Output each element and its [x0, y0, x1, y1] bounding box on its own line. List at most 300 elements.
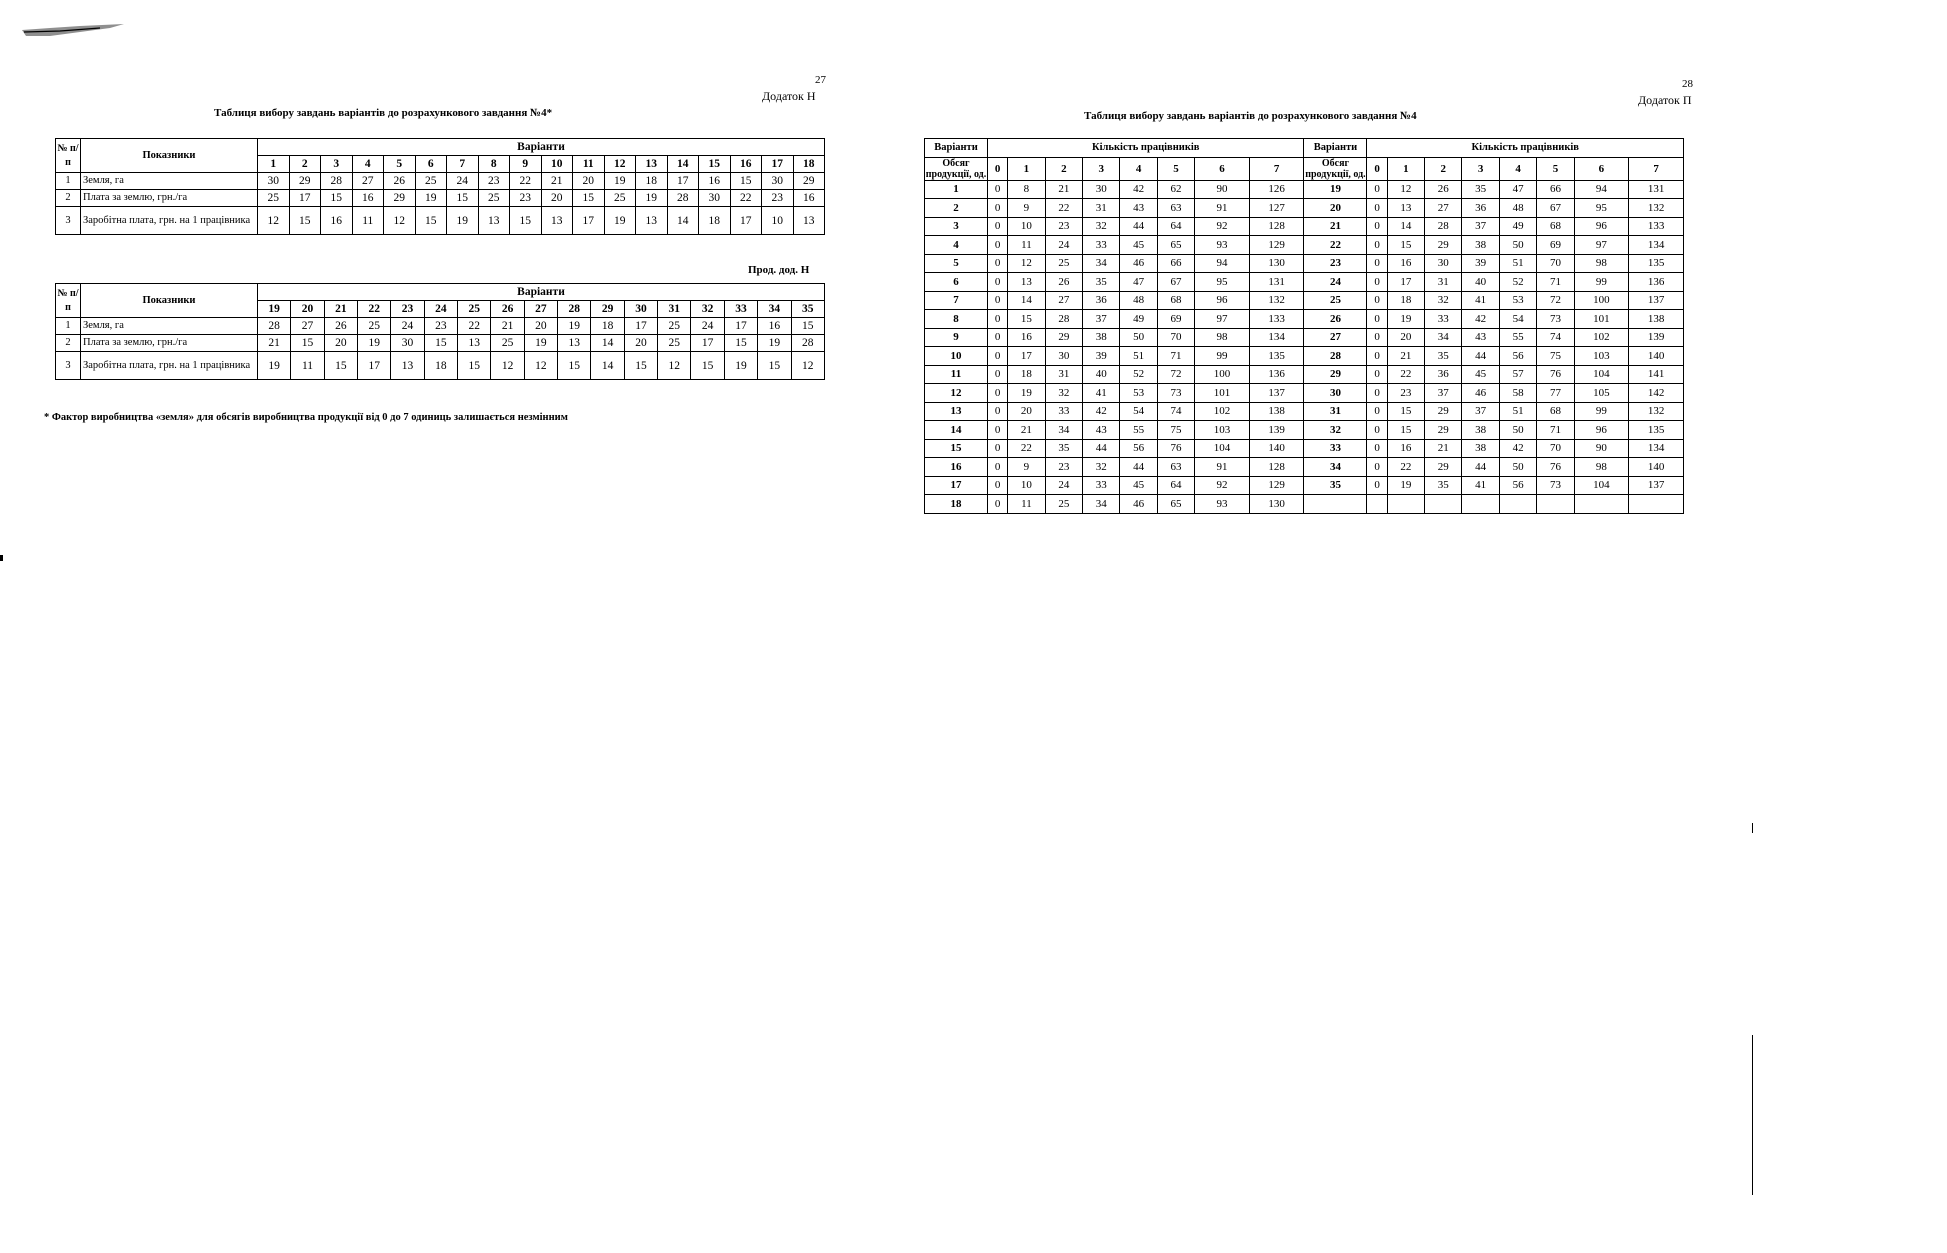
value-cell: 41 [1462, 476, 1499, 495]
value-cell: 14 [591, 335, 624, 352]
workers-count: 6 [1574, 157, 1629, 180]
variant-number: 27 [1304, 328, 1367, 347]
table-row [56, 207, 825, 235]
value-cell: 72 [1157, 365, 1194, 384]
value-cell: 64 [1157, 476, 1194, 495]
value-cell: 65 [1157, 236, 1194, 255]
value-cell: 28 [667, 190, 699, 207]
variant-number: 9 [510, 156, 542, 173]
margin-mark [1752, 823, 1753, 833]
value-cell: 138 [1249, 402, 1304, 421]
value-cell: 0 [1367, 476, 1387, 495]
variant-number: 4 [925, 236, 988, 255]
value-cell: 54 [1120, 402, 1157, 421]
value-cell: 101 [1195, 384, 1250, 403]
value-cell: 0 [1367, 402, 1387, 421]
value-cell: 25 [415, 173, 447, 190]
value-cell: 133 [1629, 217, 1684, 236]
variant-number: 2 [289, 156, 321, 173]
variant-number: 25 [458, 301, 491, 318]
row-label: Земля, га [81, 318, 258, 335]
value-cell: 99 [1574, 402, 1629, 421]
addendum-label: Додаток П [1638, 93, 1692, 107]
variant-number: 21 [324, 301, 357, 318]
value-cell: 98 [1574, 254, 1629, 273]
value-cell: 97 [1195, 310, 1250, 329]
value-cell: 0 [1367, 458, 1387, 477]
value-cell: 24 [391, 318, 424, 335]
header-indicators: Показники [81, 284, 258, 318]
value-cell: 46 [1120, 495, 1157, 514]
value-cell: 0 [988, 347, 1008, 366]
page-number: 28 [1682, 78, 1693, 90]
value-cell: 34 [1083, 495, 1120, 514]
value-cell: 11 [291, 352, 324, 380]
value-cell: 13 [391, 352, 424, 380]
table-row [925, 495, 1684, 514]
value-cell: 17 [667, 173, 699, 190]
value-cell: 68 [1537, 402, 1574, 421]
value-cell: 17 [1387, 273, 1424, 292]
value-cell: 132 [1249, 291, 1304, 310]
value-cell: 39 [1083, 347, 1120, 366]
value-cell: 56 [1499, 476, 1536, 495]
value-cell: 52 [1499, 273, 1536, 292]
value-cell: 0 [1367, 236, 1387, 255]
value-cell: 137 [1629, 291, 1684, 310]
table-row [56, 190, 825, 207]
value-cell: 19 [604, 173, 636, 190]
value-cell: 92 [1195, 217, 1250, 236]
variant-number: 24 [424, 301, 457, 318]
value-cell: 16 [1008, 328, 1045, 347]
value-cell: 29 [1425, 236, 1462, 255]
value-cell: 142 [1629, 384, 1684, 403]
table-row [925, 347, 1684, 366]
value-cell: 94 [1195, 254, 1250, 273]
value-cell: 37 [1083, 310, 1120, 329]
value-cell: 102 [1195, 402, 1250, 421]
value-cell: 71 [1537, 273, 1574, 292]
table-row [925, 180, 1684, 199]
value-cell: 32 [1425, 291, 1462, 310]
value-cell: 10 [1008, 476, 1045, 495]
workers-count: 0 [988, 157, 1008, 180]
table-row [925, 199, 1684, 218]
value-cell: 42 [1462, 310, 1499, 329]
value-cell: 18 [636, 173, 668, 190]
value-cell: 74 [1157, 402, 1194, 421]
value-cell: 19 [524, 335, 557, 352]
variant-number: 22 [1304, 236, 1367, 255]
value-cell: 16 [793, 190, 825, 207]
value-cell: 38 [1462, 439, 1499, 458]
value-cell: 32 [1083, 217, 1120, 236]
empty-cell [1387, 495, 1424, 514]
value-cell: 14 [667, 207, 699, 235]
table-row [925, 217, 1684, 236]
value-cell: 141 [1629, 365, 1684, 384]
value-cell: 16 [1387, 439, 1424, 458]
value-cell: 76 [1537, 458, 1574, 477]
value-cell: 22 [1387, 458, 1424, 477]
value-cell: 45 [1120, 236, 1157, 255]
row-index: 3 [56, 207, 81, 235]
workers-count: 1 [1008, 157, 1045, 180]
value-cell: 23 [510, 190, 542, 207]
value-cell: 24 [691, 318, 724, 335]
value-cell: 49 [1120, 310, 1157, 329]
value-cell: 130 [1249, 495, 1304, 514]
value-cell: 73 [1537, 476, 1574, 495]
value-cell: 17 [624, 318, 657, 335]
value-cell: 45 [1120, 476, 1157, 495]
value-cell: 137 [1249, 384, 1304, 403]
variant-number: 19 [258, 301, 291, 318]
value-cell: 24 [1045, 476, 1082, 495]
value-cell: 131 [1629, 180, 1684, 199]
value-cell: 0 [988, 421, 1008, 440]
workers-count: 4 [1120, 157, 1157, 180]
value-cell: 0 [988, 310, 1008, 329]
value-cell: 40 [1462, 273, 1499, 292]
value-cell: 23 [478, 173, 510, 190]
header-volume: Обсяг продукції, од. [925, 157, 987, 180]
value-cell: 97 [1574, 236, 1629, 255]
value-cell: 25 [358, 318, 391, 335]
value-cell: 45 [1462, 365, 1499, 384]
workers-count: 4 [1499, 157, 1536, 180]
value-cell: 18 [591, 318, 624, 335]
value-cell: 66 [1157, 254, 1194, 273]
value-cell: 0 [1367, 328, 1387, 347]
value-cell: 15 [730, 173, 762, 190]
workers-count: 5 [1537, 157, 1574, 180]
value-cell: 0 [1367, 180, 1387, 199]
value-cell: 51 [1499, 402, 1536, 421]
workers-count: 3 [1462, 157, 1499, 180]
value-cell: 33 [1083, 476, 1120, 495]
variant-number: 9 [925, 328, 988, 347]
value-cell: 13 [478, 207, 510, 235]
header-workers-right: Кількість працівників [1367, 139, 1684, 158]
variant-number: 34 [758, 301, 791, 318]
value-cell: 36 [1425, 365, 1462, 384]
value-cell: 21 [491, 318, 524, 335]
value-cell: 68 [1157, 291, 1194, 310]
value-cell: 15 [1387, 236, 1424, 255]
value-cell: 103 [1195, 421, 1250, 440]
variant-number: 10 [541, 156, 573, 173]
value-cell: 37 [1425, 384, 1462, 403]
value-cell: 14 [1008, 291, 1045, 310]
value-cell: 0 [1367, 384, 1387, 403]
value-cell: 33 [1425, 310, 1462, 329]
value-cell: 11 [1008, 495, 1045, 514]
value-cell: 32 [1045, 384, 1082, 403]
value-cell: 0 [988, 402, 1008, 421]
workers-count: 7 [1249, 157, 1304, 180]
value-cell: 37 [1462, 217, 1499, 236]
value-cell: 44 [1083, 439, 1120, 458]
value-cell: 49 [1499, 217, 1536, 236]
value-cell: 25 [1045, 495, 1082, 514]
value-cell: 15 [289, 207, 321, 235]
value-cell: 18 [1008, 365, 1045, 384]
header-variants-left: Варіанти [925, 139, 988, 158]
value-cell: 22 [1008, 439, 1045, 458]
variant-number: 12 [925, 384, 988, 403]
variant-number: 1 [925, 180, 988, 199]
variant-number: 32 [1304, 421, 1367, 440]
value-cell: 70 [1537, 254, 1574, 273]
value-cell: 12 [491, 352, 524, 380]
value-cell: 29 [1425, 402, 1462, 421]
value-cell: 27 [291, 318, 324, 335]
value-cell: 0 [1367, 310, 1387, 329]
value-cell: 74 [1537, 328, 1574, 347]
variant-number: 31 [1304, 402, 1367, 421]
value-cell: 93 [1195, 495, 1250, 514]
header-indicators: Показники [81, 139, 258, 173]
variant-number: 20 [1304, 199, 1367, 218]
value-cell: 105 [1574, 384, 1629, 403]
value-cell: 55 [1120, 421, 1157, 440]
empty-cell [1537, 495, 1574, 514]
value-cell: 68 [1537, 217, 1574, 236]
value-cell: 25 [1045, 254, 1082, 273]
value-cell: 98 [1195, 328, 1250, 347]
value-cell: 19 [1008, 384, 1045, 403]
row-index: 1 [56, 173, 81, 190]
variant-number: 35 [1304, 476, 1367, 495]
value-cell: 30 [762, 173, 794, 190]
header-variants: Варіанти [258, 139, 825, 156]
value-cell: 51 [1120, 347, 1157, 366]
value-cell: 41 [1083, 384, 1120, 403]
value-cell: 54 [1499, 310, 1536, 329]
value-cell: 9 [1008, 458, 1045, 477]
variant-number: 34 [1304, 458, 1367, 477]
variant-number: 3 [925, 217, 988, 236]
value-cell: 12 [1387, 180, 1424, 199]
value-cell: 20 [524, 318, 557, 335]
value-cell: 67 [1537, 199, 1574, 218]
value-cell: 19 [558, 318, 591, 335]
value-cell: 0 [1367, 365, 1387, 384]
variant-number: 30 [1304, 384, 1367, 403]
variant-number: 33 [1304, 439, 1367, 458]
value-cell: 47 [1120, 273, 1157, 292]
value-cell: 104 [1574, 476, 1629, 495]
table-row [925, 291, 1684, 310]
value-cell: 29 [1425, 458, 1462, 477]
value-cell: 0 [988, 217, 1008, 236]
value-cell: 22 [510, 173, 542, 190]
value-cell: 23 [1045, 458, 1082, 477]
empty-cell [1304, 495, 1367, 514]
value-cell: 0 [988, 236, 1008, 255]
value-cell: 134 [1249, 328, 1304, 347]
value-cell: 67 [1157, 273, 1194, 292]
value-cell: 18 [699, 207, 731, 235]
value-cell: 20 [541, 190, 573, 207]
row-label: Земля, га [81, 173, 258, 190]
value-cell: 98 [1574, 458, 1629, 477]
value-cell: 15 [758, 352, 791, 380]
variant-number: 23 [1304, 254, 1367, 273]
value-cell: 21 [1387, 347, 1424, 366]
value-cell: 104 [1574, 365, 1629, 384]
value-cell: 20 [324, 335, 357, 352]
value-cell: 129 [1249, 236, 1304, 255]
variant-number: 17 [762, 156, 794, 173]
value-cell: 23 [1045, 217, 1082, 236]
value-cell: 63 [1157, 458, 1194, 477]
value-cell: 17 [289, 190, 321, 207]
value-cell: 20 [1008, 402, 1045, 421]
value-cell: 13 [1387, 199, 1424, 218]
value-cell: 77 [1537, 384, 1574, 403]
value-cell: 128 [1249, 217, 1304, 236]
variant-number: 11 [573, 156, 605, 173]
value-cell: 21 [1045, 180, 1082, 199]
workers-count: 6 [1195, 157, 1250, 180]
value-cell: 90 [1195, 180, 1250, 199]
variant-number: 6 [925, 273, 988, 292]
value-cell: 136 [1249, 365, 1304, 384]
value-cell: 15 [321, 190, 353, 207]
value-cell: 17 [691, 335, 724, 352]
value-cell: 25 [478, 190, 510, 207]
table-row [925, 365, 1684, 384]
empty-cell [1367, 495, 1387, 514]
value-cell: 23 [1387, 384, 1424, 403]
header-no: № п/п [56, 139, 81, 173]
value-cell: 28 [258, 318, 291, 335]
value-cell: 36 [1083, 291, 1120, 310]
value-cell: 15 [291, 335, 324, 352]
header-volume: Обсяг продукції, од. [1305, 157, 1366, 180]
variant-number: 7 [925, 291, 988, 310]
value-cell: 15 [1008, 310, 1045, 329]
value-cell: 30 [1425, 254, 1462, 273]
value-cell: 56 [1499, 347, 1536, 366]
value-cell: 25 [658, 335, 691, 352]
value-cell: 52 [1120, 365, 1157, 384]
variant-number: 20 [291, 301, 324, 318]
value-cell: 0 [988, 254, 1008, 273]
value-cell: 25 [258, 190, 290, 207]
value-cell: 50 [1499, 236, 1536, 255]
value-cell: 17 [1008, 347, 1045, 366]
value-cell: 21 [258, 335, 291, 352]
value-cell: 66 [1537, 180, 1574, 199]
variants-table-2 [55, 283, 825, 380]
value-cell: 58 [1499, 384, 1536, 403]
continuation-label: Прод. дод. Н [748, 264, 810, 276]
value-cell: 0 [988, 199, 1008, 218]
value-cell: 15 [573, 190, 605, 207]
variant-number: 8 [925, 310, 988, 329]
value-cell: 76 [1157, 439, 1194, 458]
value-cell: 15 [624, 352, 657, 380]
value-cell: 22 [1045, 199, 1082, 218]
workers-count: 2 [1045, 157, 1082, 180]
value-cell: 100 [1574, 291, 1629, 310]
value-cell: 15 [510, 207, 542, 235]
variant-number: 3 [321, 156, 353, 173]
value-cell: 62 [1157, 180, 1194, 199]
value-cell: 140 [1629, 347, 1684, 366]
addendum-label: Додаток Н [762, 89, 816, 103]
variant-number: 35 [791, 301, 825, 318]
value-cell: 48 [1120, 291, 1157, 310]
value-cell: 29 [1045, 328, 1082, 347]
value-cell: 43 [1120, 199, 1157, 218]
variant-number: 13 [636, 156, 668, 173]
variant-number: 8 [478, 156, 510, 173]
value-cell: 100 [1195, 365, 1250, 384]
value-cell: 48 [1499, 199, 1536, 218]
row-index: 2 [56, 335, 81, 352]
value-cell: 26 [384, 173, 416, 190]
value-cell: 28 [1045, 310, 1082, 329]
variant-number: 17 [925, 476, 988, 495]
variant-number: 23 [391, 301, 424, 318]
value-cell: 34 [1425, 328, 1462, 347]
value-cell: 0 [988, 365, 1008, 384]
value-cell: 33 [1083, 236, 1120, 255]
value-cell: 138 [1629, 310, 1684, 329]
empty-cell [1629, 495, 1684, 514]
value-cell: 0 [988, 476, 1008, 495]
variant-number: 5 [384, 156, 416, 173]
value-cell: 19 [636, 190, 668, 207]
value-cell: 15 [1387, 421, 1424, 440]
value-cell: 131 [1249, 273, 1304, 292]
value-cell: 13 [558, 335, 591, 352]
value-cell: 24 [1045, 236, 1082, 255]
variant-number: 11 [925, 365, 988, 384]
table-row [925, 439, 1684, 458]
value-cell: 0 [988, 495, 1008, 514]
variant-number: 10 [925, 347, 988, 366]
header-workers-left: Кількість працівників [988, 139, 1304, 158]
table-title: Таблиця вибору завдань варіантів до розрахункового завдання №4* [214, 107, 553, 119]
value-cell: 22 [458, 318, 491, 335]
value-cell: 20 [573, 173, 605, 190]
value-cell: 70 [1157, 328, 1194, 347]
value-cell: 0 [1367, 217, 1387, 236]
value-cell: 12 [384, 207, 416, 235]
value-cell: 29 [384, 190, 416, 207]
variant-number: 15 [925, 439, 988, 458]
value-cell: 57 [1499, 365, 1536, 384]
value-cell: 30 [1083, 180, 1120, 199]
value-cell: 72 [1537, 291, 1574, 310]
value-cell: 37 [1462, 402, 1499, 421]
value-cell: 96 [1195, 291, 1250, 310]
value-cell: 0 [1367, 199, 1387, 218]
value-cell: 23 [424, 318, 457, 335]
value-cell: 13 [458, 335, 491, 352]
table-row [925, 458, 1684, 477]
value-cell: 18 [1387, 291, 1424, 310]
value-cell: 136 [1629, 273, 1684, 292]
variant-number: 31 [658, 301, 691, 318]
value-cell: 44 [1120, 217, 1157, 236]
